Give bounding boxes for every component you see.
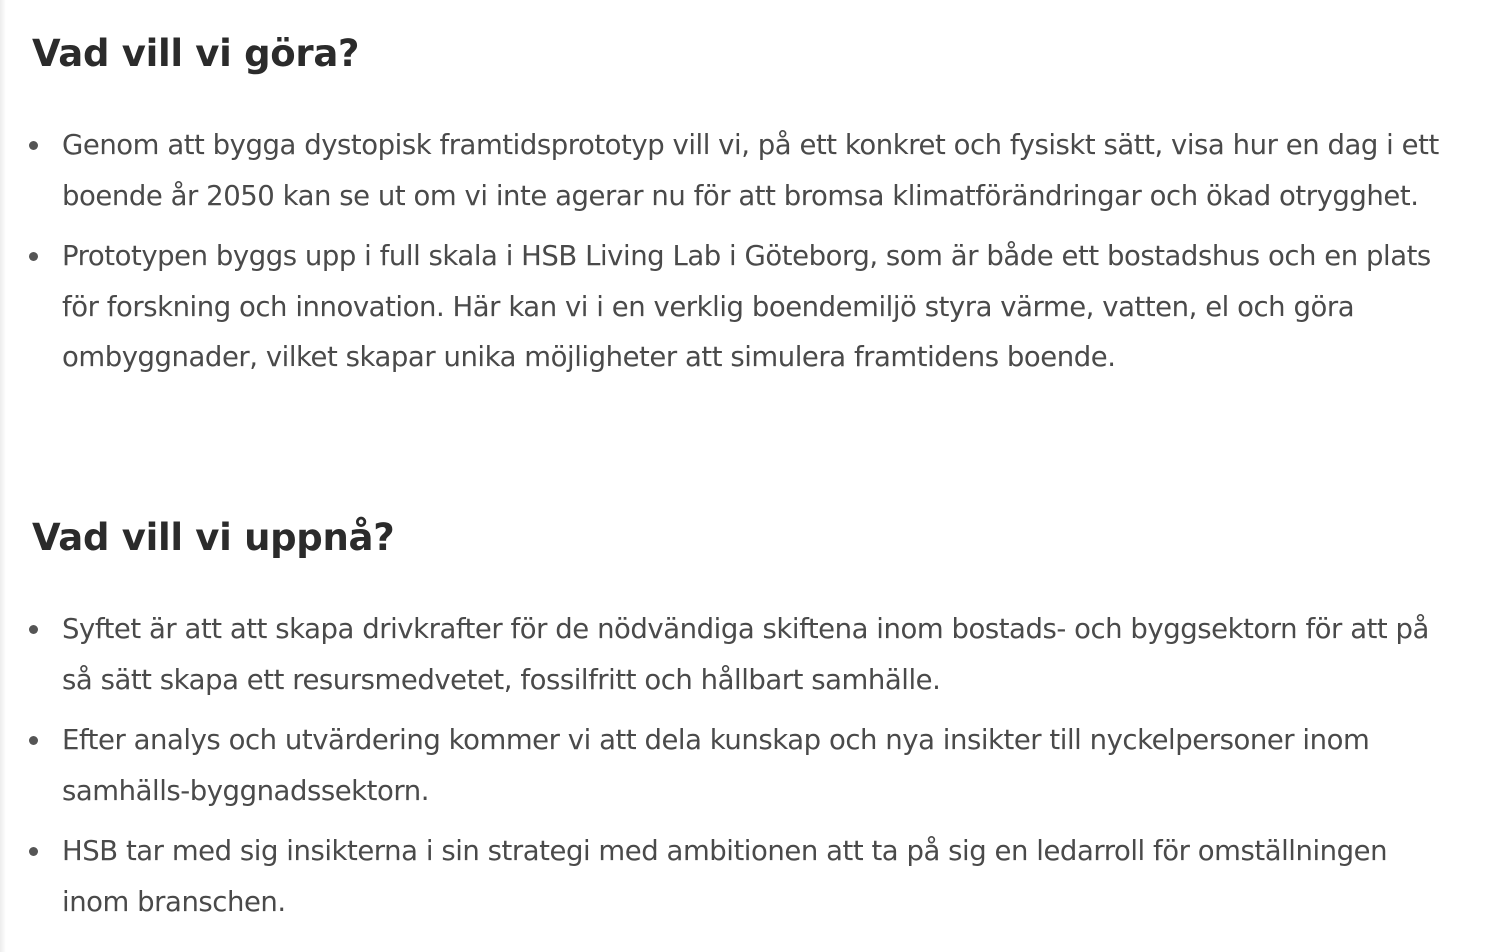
list-item: Efter analys och utvärdering kommer vi att dela kunskap och nya insikter till nyckelpersoner inom samhälls-byggnadssektorn. <box>32 715 1452 816</box>
list-item: Syftet är att att skapa drivkrafter för de nödvändiga skiftena inom bostads- och byggsektorn för att på så sätt skapa ett resursmedvetet, fossilfritt och hållbart samhälle. <box>32 604 1452 705</box>
section-heading-goals: Vad vill vi göra? <box>32 32 360 75</box>
section-heading-outcomes: Vad vill vi uppnå? <box>32 516 395 559</box>
list-item: HSB tar med sig insikterna i sin strategi med ambitionen att ta på sig en ledarroll för omställningen inom branschen. <box>32 826 1452 927</box>
bullet-list-outcomes <box>32 604 1452 937</box>
list-item: Prototypen byggs upp i full skala i HSB Living Lab i Göteborg, som är både ett bostadshus och en plats för forskning och innovation. Här kan vi i en verklig boendemiljö styra värme, vatten, el och göra ombyggnader, vilket skapar unika möjligheter att simulera framtidens boende. <box>32 231 1452 383</box>
list-item: Genom att bygga dystopisk framtidsprototyp vill vi, på ett konkret och fysiskt sätt, visa hur en dag i ett boende år 2050 kan se ut om vi inte agerar nu för att bromsa klimatförändringar och ökad otrygghet. <box>32 120 1452 221</box>
bullet-list-goals <box>32 120 1452 393</box>
left-edge-shadow <box>0 0 6 952</box>
